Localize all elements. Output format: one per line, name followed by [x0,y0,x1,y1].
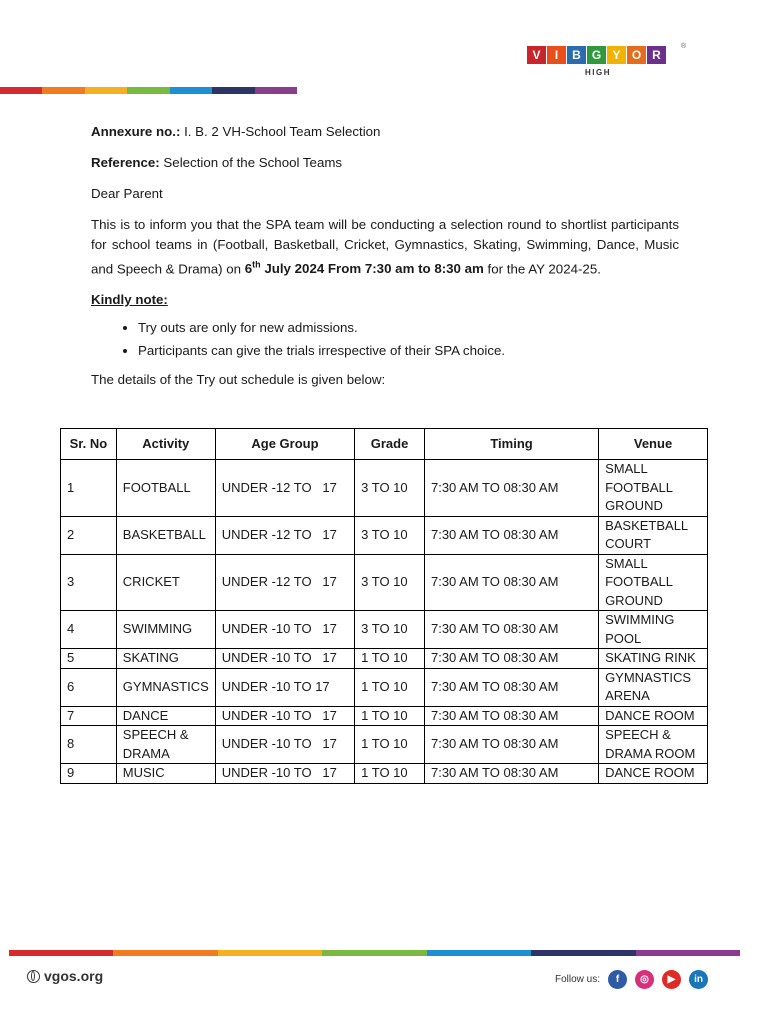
instagram-icon[interactable]: ◎ [635,970,654,989]
document-body [91,122,679,390]
table-cell: 1 TO 10 [355,706,425,726]
youtube-icon[interactable]: ▶ [662,970,681,989]
table-cell: 5 [61,649,117,669]
registered-mark: ® [681,43,687,50]
table-cell: 7:30 AM TO 08:30 AM [424,764,598,784]
table-cell: UNDER -10 TO 17 [215,668,354,706]
table-cell: 6 [61,668,117,706]
salutation: Dear Parent [91,186,163,201]
table-cell: 1 TO 10 [355,649,425,669]
table-cell: DANCE [116,706,215,726]
logo-letter: R [647,46,666,64]
table-cell: 7:30 AM TO 08:30 AM [424,649,598,669]
intro-text: This is to inform you that the SPA team will be conducting a selection round to shortlist participants for school teams in (Football, Basketball, Cricket, Gymnastics, Skating, Swimming, Dance, Music and Speech & Drama) on [91,217,679,277]
note-item: • Participants can give the trials irrespective of their SPA choice. [138,341,679,361]
stripe-segment [85,87,127,94]
stripe-segment [531,950,635,956]
table-row [61,460,708,517]
reference-label: Reference: [91,155,160,170]
globe-icon [27,970,40,983]
table-cell: 7:30 AM TO 08:30 AM [424,668,598,706]
logo-letter: V [527,46,546,64]
table-cell: 7 [61,706,117,726]
note-item: • Try outs are only for new admissions. [138,318,679,338]
table-cell: SMALL FOOTBALL GROUND [599,554,708,611]
table-cell: 8 [61,726,117,764]
table-cell: 3 TO 10 [355,460,425,517]
table-cell: 3 [61,554,117,611]
stripe-segment [636,950,740,956]
footer-website[interactable] [27,968,103,984]
table-cell: UNDER -12 TO 17 [215,460,354,517]
table-cell: SWIMMING [116,611,215,649]
logo-letters [527,46,687,64]
column-header: Age Group [215,429,354,460]
table-cell: 2 [61,516,117,554]
website-text: vgos.org [44,968,104,984]
schedule-intro: The details of the Try out schedule is given below: [91,372,386,388]
table-row [61,726,708,764]
table-row [61,516,708,554]
stripe-segment [170,87,212,94]
column-header: Grade [355,429,425,460]
table-cell: UNDER -12 TO 17 [215,516,354,554]
column-header: Venue [599,429,708,460]
table-row [61,554,708,611]
table-cell: BASKETBALL [116,516,215,554]
table-cell: MUSIC [116,764,215,784]
table-cell: 7:30 AM TO 08:30 AM [424,516,598,554]
table-cell: SPEECH & DRAMA ROOM [599,726,708,764]
table-cell: UNDER -10 TO 17 [215,649,354,669]
table-cell: FOOTBALL [116,460,215,517]
table-cell: 7:30 AM TO 08:30 AM [424,611,598,649]
stripe-segment [0,87,42,94]
stripe-segment [42,87,84,94]
table-cell: 7:30 AM TO 08:30 AM [424,554,598,611]
table-row [61,764,708,784]
table-cell: DANCE ROOM [599,706,708,726]
table-cell: 3 TO 10 [355,516,425,554]
table-row [61,668,708,706]
table-cell: 4 [61,611,117,649]
table-cell: 7:30 AM TO 08:30 AM [424,460,598,517]
table-row [61,706,708,726]
logo-letter: Y [607,46,626,64]
table-cell: 9 [61,764,117,784]
tryout-date: 6th July 2024 From 7:30 am to 8:30 am [244,260,484,277]
vibgyor-logo [527,43,687,77]
linkedin-icon[interactable]: in [689,970,708,989]
table-row [61,611,708,649]
table-cell: 3 TO 10 [355,611,425,649]
table-cell: UNDER -10 TO 17 [215,706,354,726]
logo-letter: O [627,46,646,64]
social-links [555,970,708,989]
bottom-color-stripe [9,950,740,956]
stripe-segment [218,950,322,956]
intro-text-end: for the AY 2024-25. [483,261,601,277]
top-color-stripe [0,87,297,94]
table-cell: 1 TO 10 [355,764,425,784]
table-cell: 7:30 AM TO 08:30 AM [424,706,598,726]
stripe-segment [113,950,217,956]
logo-letter: B [567,46,586,64]
table-cell: SMALL FOOTBALL GROUND [599,460,708,517]
annexure-value: I. B. 2 VH-School Team Selection [180,124,381,139]
stripe-segment [255,87,297,94]
table-cell: SKATING RINK [599,649,708,669]
table-cell: SWIMMING POOL [599,611,708,649]
table-cell: BASKETBALL COURT [599,516,708,554]
reference-value: Selection of the School Teams [159,155,343,170]
table-cell: UNDER -10 TO 17 [215,764,354,784]
facebook-icon[interactable]: f [608,970,627,989]
table-cell: DANCE ROOM [599,764,708,784]
table-cell: 1 TO 10 [355,726,425,764]
table-cell: CRICKET [116,554,215,611]
follow-label: Follow us: [555,974,601,985]
stripe-segment [9,950,113,956]
table-cell: 1 [61,460,117,517]
table-cell: 7:30 AM TO 08:30 AM [424,726,598,764]
note-heading: Kindly note: [91,292,168,308]
intro-paragraph [91,215,679,279]
table-cell: UNDER -12 TO 17 [215,554,354,611]
table-row [61,649,708,669]
table-cell: SPEECH & DRAMA [116,726,215,764]
table-cell: SKATING [116,649,215,669]
table-cell: 1 TO 10 [355,668,425,706]
table-cell: GYMNASTICS [116,668,215,706]
reference-line [91,153,679,173]
stripe-segment [427,950,531,956]
table-cell: UNDER -10 TO 17 [215,611,354,649]
tryout-schedule-table [60,428,708,784]
table-header-row [61,429,708,460]
logo-subtitle: HIGH [585,68,611,77]
table-cell: 3 TO 10 [355,554,425,611]
annexure-label: Annexure no.: [91,124,181,139]
logo-letter: I [547,46,566,64]
column-header: Sr. No [61,429,117,460]
stripe-segment [212,87,254,94]
table-cell: UNDER -10 TO 17 [215,726,354,764]
annexure-line [91,122,679,142]
table-cell: GYMNASTICS ARENA [599,668,708,706]
column-header: Activity [116,429,215,460]
column-header: Timing [424,429,598,460]
stripe-segment [127,87,169,94]
logo-letter: G [587,46,606,64]
notes-list [91,318,679,361]
stripe-segment [322,950,426,956]
